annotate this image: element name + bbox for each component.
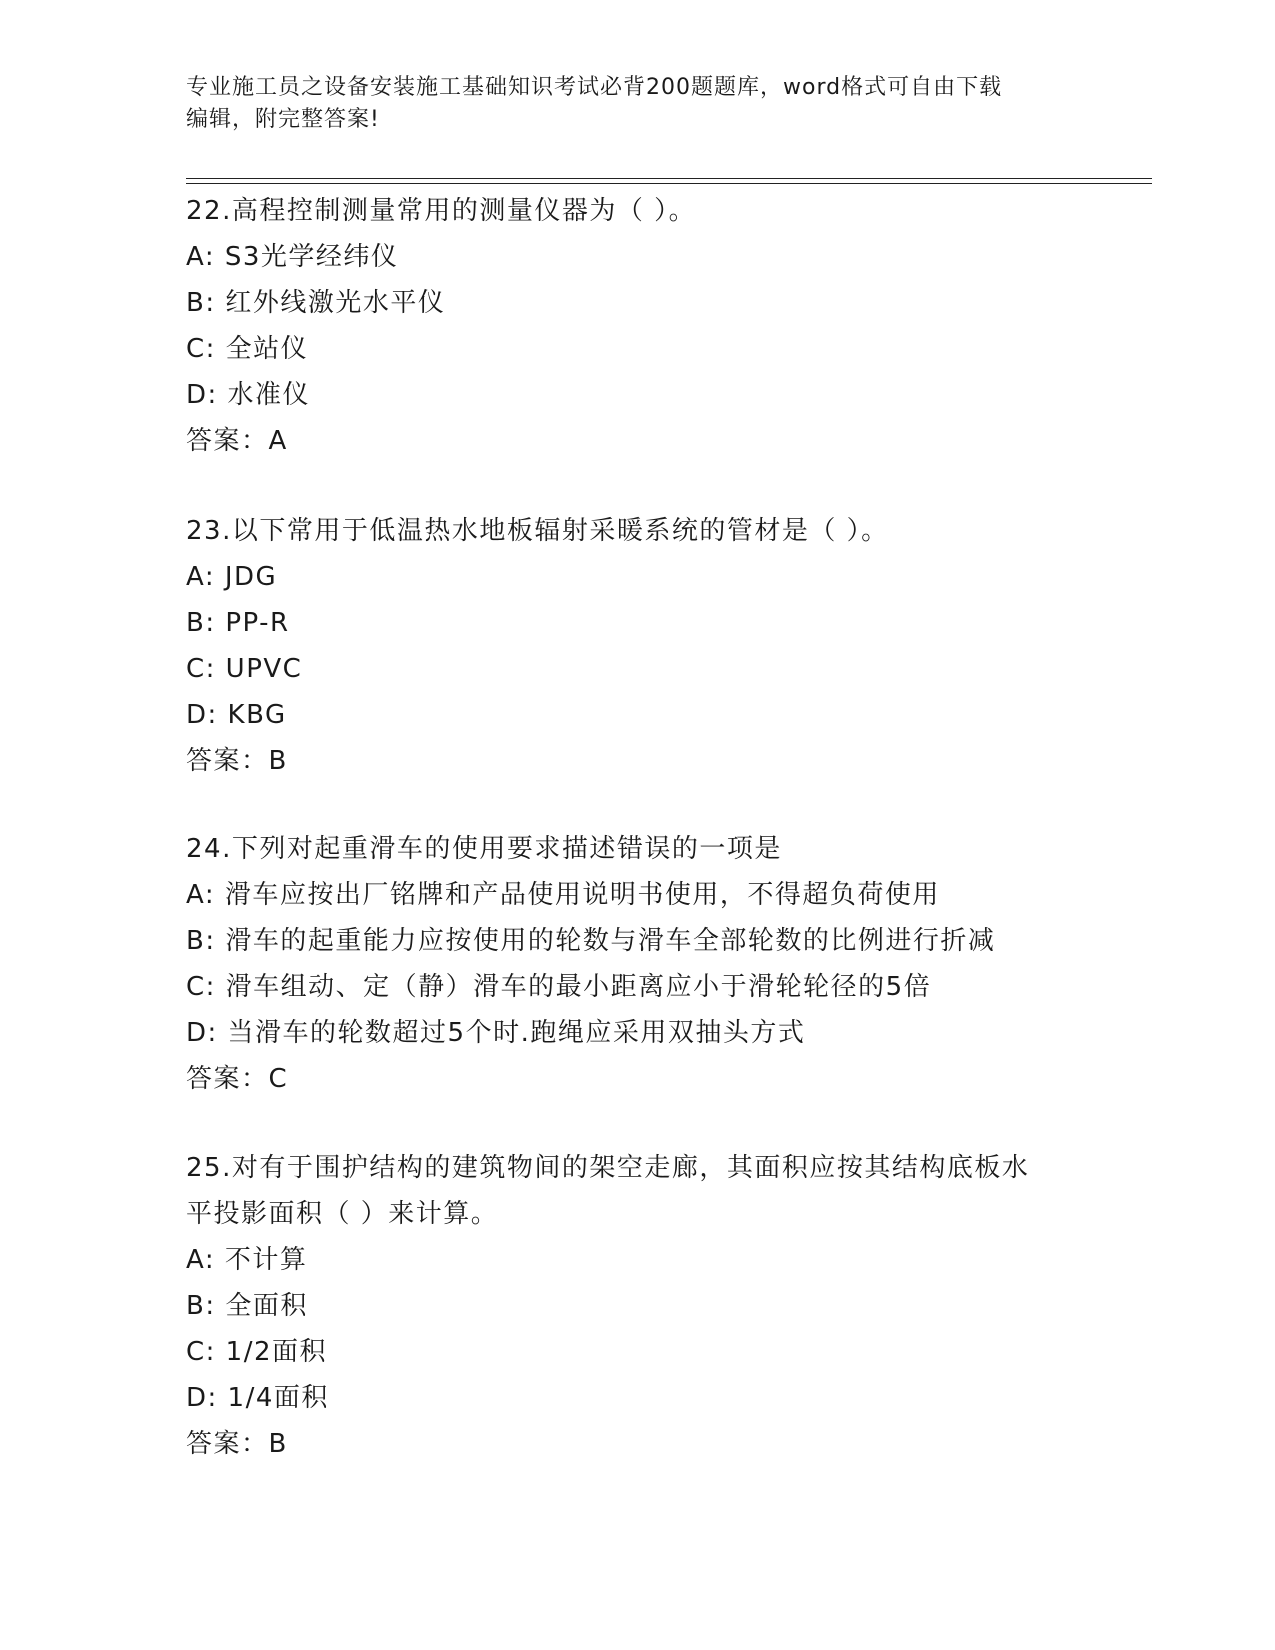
- option-d: D: 当滑车的轮数超过5个时.跑绳应采用双抽头方式: [186, 1018, 806, 1048]
- question-stem-line1: 25.对有于围护结构的建筑物间的架空走廊，其面积应按其结构底板水: [186, 1153, 1030, 1183]
- option-d: D: 水准仪: [186, 380, 311, 410]
- question-24: [186, 826, 1086, 1102]
- question-22: [186, 188, 1086, 464]
- answer: 答案：C: [186, 1064, 289, 1094]
- option-b: B: PP-R: [186, 608, 290, 638]
- header-title-line1: 专业施工员之设备安装施工基础知识考试必背200题题库，word格式可自由下载: [186, 75, 1003, 100]
- question-stem: 24.下列对起重滑车的使用要求描述错误的一项是: [186, 834, 782, 864]
- option-c: C: UPVC: [186, 654, 303, 684]
- question-23: [186, 508, 1086, 784]
- question-stem-line2: 平投影面积（ ）来计算。: [186, 1199, 499, 1229]
- option-b: B: 全面积: [186, 1291, 308, 1321]
- question-25: [186, 1145, 1086, 1467]
- option-d: D: 1/4面积: [186, 1383, 329, 1413]
- answer: 答案：B: [186, 746, 288, 776]
- document-header: [186, 72, 1066, 136]
- header-title-line2: 编辑，附完整答案!: [186, 107, 380, 132]
- option-d: D: KBG: [186, 700, 287, 730]
- option-c: C: 滑车组动、定（静）滑车的最小距离应小于滑轮轮径的5倍: [186, 972, 932, 1002]
- option-a: A: JDG: [186, 562, 278, 592]
- option-b: B: 滑车的起重能力应按使用的轮数与滑车全部轮数的比例进行折减: [186, 926, 996, 956]
- option-a: A: 滑车应按出厂铭牌和产品使用说明书使用，不得超负荷使用: [186, 880, 940, 910]
- option-b: B: 红外线激光水平仪: [186, 288, 446, 318]
- header-divider-top: [186, 178, 1152, 179]
- option-a: A: S3光学经纬仪: [186, 242, 399, 272]
- question-stem: 22.高程控制测量常用的测量仪器为（ ）。: [186, 196, 697, 226]
- question-stem: 23.以下常用于低温热水地板辐射采暖系统的管材是（ ）。: [186, 516, 889, 546]
- header-divider-bottom: [186, 183, 1152, 184]
- answer: 答案：A: [186, 426, 288, 456]
- option-c: C: 全站仪: [186, 334, 309, 364]
- answer: 答案：B: [186, 1429, 288, 1459]
- option-c: C: 1/2面积: [186, 1337, 328, 1367]
- option-a: A: 不计算: [186, 1245, 308, 1275]
